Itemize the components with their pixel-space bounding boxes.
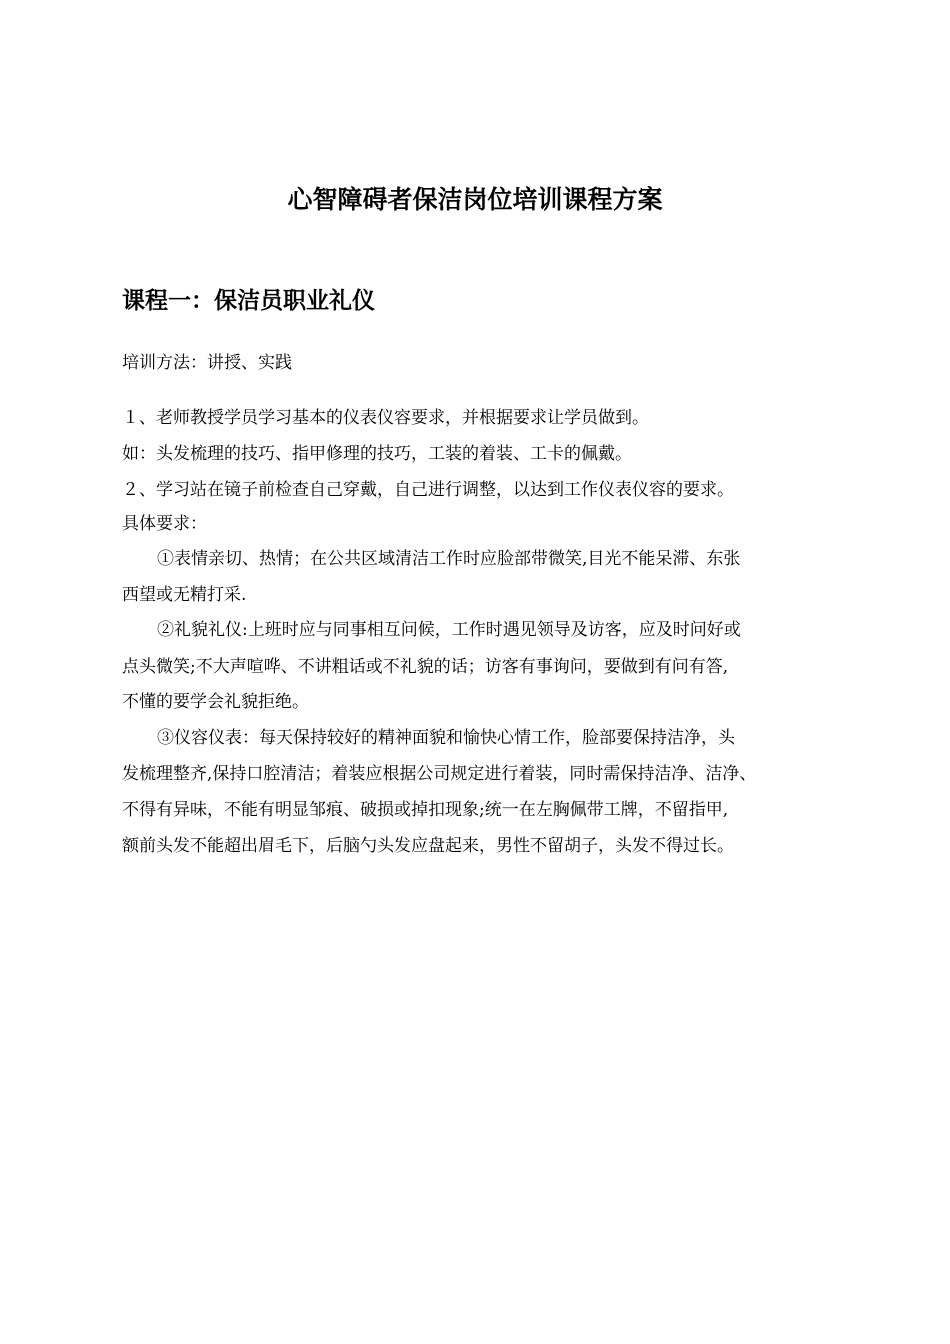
course-1-heading: 课程一：保洁员职业礼仪: [122, 288, 375, 314]
paragraph-line: 如：头发梳理的技巧、指甲修理的技巧，工装的着装、工卡的佩戴。: [122, 444, 632, 464]
requirement-appearance-line: ③仪容仪表：每天保持较好的精神面貌和愉快心情工作，脸部要保持洁净，头: [157, 728, 735, 748]
requirement-appearance-line: 发梳理整齐,保持口腔清洁；着装应根据公司规定进行着装，同时需保持洁净、洁净、: [122, 764, 757, 784]
training-method: 培训方法：讲授、实践: [122, 353, 292, 373]
requirement-courtesy-line: ②礼貌礼仪:上班时应与同事相互问候，工作时遇见领导及访客，应及时问好或: [157, 620, 741, 640]
requirements-label: 具体要求：: [122, 514, 207, 534]
requirement-appearance-line: 额前头发不能超出眉毛下，后脑勺头发应盘起来，男性不留胡子，头发不得过长。: [122, 836, 734, 856]
requirement-courtesy-line: 不懂的要学会礼貌拒绝。: [122, 692, 309, 712]
requirement-courtesy-line: 点头微笑;不大声喧哗、不讲粗话或不礼貌的话；访客有事询问，要做到有问有答,: [122, 657, 729, 677]
requirement-appearance-line: 不得有异味，不能有明显邹痕、破损或掉扣现象;统一在左胸佩带工牌，不留指甲,: [122, 800, 729, 820]
requirement-expression-line: 西望或无精打采.: [122, 585, 247, 605]
requirement-expression-line: ①表情亲切、热情；在公共区域清洁工作时应脸部带微笑,目光不能呆滞、东张: [157, 549, 741, 569]
paragraph-line: １、老师教授学员学习基本的仪表仪容要求，并根据要求让学员做到。: [122, 408, 649, 428]
paragraph-line: ２、学习站在镜子前检查自己穿戴，自己进行调整，以达到工作仪表仪容的要求。: [122, 480, 734, 500]
document-title: 心智障碍者保洁岗位培训课程方案: [287, 185, 663, 214]
